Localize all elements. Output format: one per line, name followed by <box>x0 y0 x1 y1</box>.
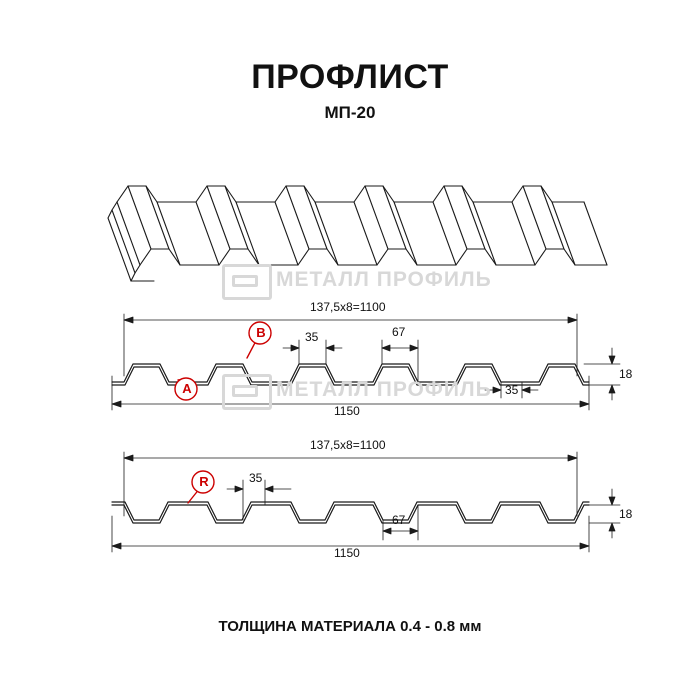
dim-label-rib-bottom: 67 <box>392 513 406 527</box>
dim-label-height-bottom: 18 <box>619 507 633 521</box>
dim-label-total-width-top: 1150 <box>334 404 360 418</box>
dim-rib-pitch-left-bottom <box>227 480 291 520</box>
dim-label-working-width-top: 137,5x8=1100 <box>310 300 386 314</box>
material-thickness-note: ТОЛЩИНА МАТЕРИАЛА 0.4 - 0.8 мм <box>218 618 482 635</box>
watermark-text-1: МЕТАЛЛ ПРОФИЛЬ <box>276 268 492 291</box>
page-subtitle: МП-20 <box>324 103 376 122</box>
dim-label-height-top: 18 <box>619 367 633 381</box>
dim-label-total-width-bottom: 1150 <box>334 546 360 560</box>
page-title: ПРОФЛИСТ <box>251 58 449 96</box>
dim-label-pitch-right-top: 35 <box>505 383 519 397</box>
callout-label-b: B <box>256 325 266 340</box>
dim-height-bottom <box>584 489 620 538</box>
callout-label-r: R <box>199 474 209 489</box>
callout-label-a: A <box>182 381 192 396</box>
watermark-text-2: МЕТАЛЛ ПРОФИЛЬ <box>276 378 492 401</box>
dim-label-working-width-bottom: 137,5x8=1100 <box>310 438 386 452</box>
dim-label-rib-top: 67 <box>392 325 406 339</box>
dim-label-pitch-left-bottom: 35 <box>249 471 263 485</box>
profile-outline-bottom <box>112 502 589 523</box>
dim-label-pitch-left-top: 35 <box>305 330 319 344</box>
